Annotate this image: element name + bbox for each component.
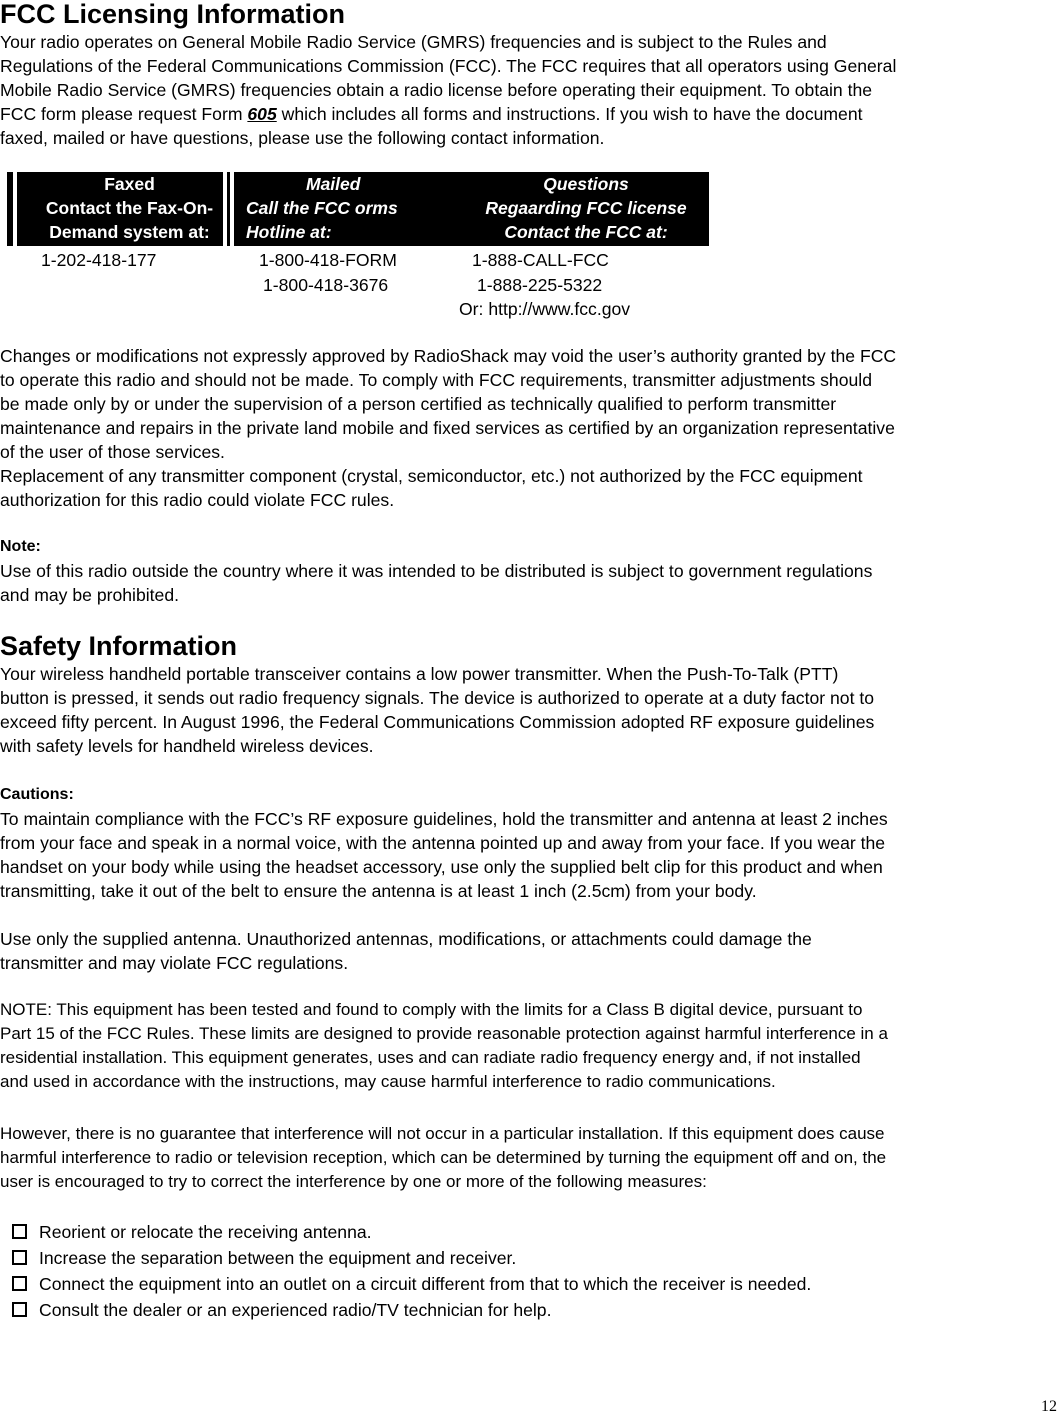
safety-intro-paragraph	[0, 662, 1061, 758]
changes-paragraph	[0, 344, 1061, 512]
safety-information-heading: Safety Information	[0, 631, 238, 661]
checkbox-icon	[12, 1276, 27, 1291]
list-item-text: Connect the equipment into an outlet on a circuit different from that to which the receiver is needed.	[39, 1274, 812, 1294]
text-line: Regulations of the Federal Communications Commission (FCC). The FCC requires that all operators using General	[0, 56, 897, 76]
mail-number: 1-800-418-3676	[263, 275, 389, 295]
faxed-header-title: Faxed	[104, 174, 155, 194]
text-line: button is pressed, it sends out radio frequency signals. The device is authorized to operate at a duty factor not to	[0, 688, 875, 708]
antenna-paragraph	[0, 927, 1061, 975]
faxed-header-line: Contact the Fax-On-	[45, 198, 214, 218]
mailed-header	[246, 172, 442, 246]
questions-number: 1-888-225-5322	[477, 275, 603, 295]
text-line: transmitting, take it out of the belt to ensure the antenna is at least 1 inch (2.5cm) from your body.	[0, 881, 757, 901]
list-item-text: Consult the dealer or an experienced radio/TV technician for help.	[39, 1300, 552, 1320]
list-item	[12, 1271, 811, 1297]
note-paragraph	[0, 559, 1061, 607]
faxed-header-line: Demand system at:	[49, 222, 210, 242]
class-b-note-paragraph	[0, 998, 1061, 1094]
text-fragment: FCC form please request Form	[0, 104, 248, 124]
text-line: NOTE: This equipment has been tested and found to comply with the limits for a Class B digital device, pursuant to	[0, 1000, 863, 1019]
questions-header-line: Contact the FCC at:	[504, 222, 668, 242]
mailed-header-title: Mailed	[306, 174, 361, 194]
text-fragment: which includes all forms and instructions. If you wish to have the document	[276, 104, 863, 124]
text-line: handset on your body while using the headset accessory, use only the supplied belt clip for this product and when	[0, 857, 883, 877]
text-line: from your face and speak in a normal voice, with the antenna pointed up and away from your face. If you wear the	[0, 833, 886, 853]
checkbox-icon	[12, 1224, 27, 1239]
text-line: to operate this radio and should not be made. To comply with FCC requirements, transmitter adjustments should	[0, 370, 872, 390]
text-line: residential installation. This equipment generates, uses and can radiate radio frequency energy and, if not installed	[0, 1048, 861, 1067]
questions-header	[459, 172, 713, 246]
text-line: Changes or modifications not expressly approved by RadioShack may void the user’s authority granted by the FCC	[0, 346, 897, 366]
text-line: exceed fifty percent. In August 1996, the Federal Communications Commission adopted RF exposure guidelines	[0, 712, 875, 732]
text-line: Replacement of any transmitter component (crystal, semiconductor, etc.) not authorized by the FCC equipment	[0, 466, 863, 486]
text-line: Use of this radio outside the country where it was intended to be distributed is subject to government regulations	[0, 561, 873, 581]
text-line: Your wireless handheld portable transceiver contains a low power transmitter. When the Push-To-Talk (PTT)	[0, 664, 839, 684]
list-item	[12, 1297, 811, 1323]
text-line: be made only by or under the supervision of a person certified as technically qualified to perform transmitter	[0, 394, 837, 414]
header-divider	[13, 172, 17, 246]
cautions-label: Cautions:	[0, 786, 74, 803]
mail-number: 1-800-418-FORM	[259, 250, 397, 270]
text-line: and may be prohibited.	[0, 585, 179, 605]
fax-number: 1-202-418-177	[41, 250, 157, 270]
questions-number: 1-888-CALL-FCC	[472, 250, 609, 270]
questions-header-title: Questions	[543, 174, 629, 194]
checkbox-icon	[12, 1250, 27, 1265]
text-line: To maintain compliance with the FCC’s RF exposure guidelines, hold the transmitter and antenna at least 2 inches	[0, 809, 888, 829]
text-line	[0, 102, 1061, 126]
text-line: Mobile Radio Service (GMRS) frequencies obtain a radio license before operating their equipment. To obtain the	[0, 80, 873, 100]
text-line: harmful interference to radio or television reception, which can be determined by turning the equipment off and on, the	[0, 1148, 887, 1167]
checkbox-icon	[12, 1302, 27, 1317]
text-line: transmitter and may violate FCC regulations.	[0, 953, 349, 973]
text-line: and used in accordance with the instructions, may cause harmful interference to radio communications.	[0, 1072, 776, 1091]
text-line: authorization for this radio could violate FCC rules.	[0, 490, 395, 510]
fcc-intro-paragraph	[0, 30, 1061, 150]
header-divider	[223, 172, 227, 246]
text-line: faxed, mailed or have questions, please use the following contact information.	[0, 128, 605, 148]
list-item	[12, 1219, 811, 1245]
interference-measures-list	[12, 1219, 811, 1323]
text-line: Use only the supplied antenna. Unauthorized antennas, modifications, or attachments could damage the	[0, 929, 812, 949]
fcc-licensing-heading: FCC Licensing Information	[0, 0, 346, 29]
mailed-header-line: Hotline at:	[246, 222, 332, 242]
list-item	[12, 1245, 811, 1271]
text-line: with safety levels for handheld wireless devices.	[0, 736, 374, 756]
interference-paragraph	[0, 1122, 1061, 1194]
text-line: of the user of those services.	[0, 442, 225, 462]
form-605-link[interactable]: 605	[247, 104, 277, 124]
faxed-header	[27, 172, 232, 246]
text-line: Your radio operates on General Mobile Radio Service (GMRS) frequencies and is subject to the Rules and	[0, 32, 827, 52]
text-line: However, there is no guarantee that interference will not occur in a particular installation. If this equipment does cause	[0, 1124, 885, 1143]
questions-header-line: Regaarding FCC license	[485, 198, 687, 218]
text-line: user is encouraged to try to correct the interference by one or more of the following measures:	[0, 1172, 707, 1191]
contact-header-bar	[7, 172, 709, 246]
text-line: maintenance and repairs in the private land mobile and fixed services as certified by an organization representative	[0, 418, 895, 438]
text-line: Part 15 of the FCC Rules. These limits are designed to provide reasonable protection against harmful interference in a	[0, 1024, 888, 1043]
mailed-header-line: Call the FCC orms	[246, 198, 398, 218]
fcc-website-link[interactable]: Or: http://www.fcc.gov	[459, 299, 631, 319]
cautions-paragraph	[0, 807, 1061, 903]
list-item-text: Increase the separation between the equipment and receiver.	[39, 1248, 517, 1268]
note-label: Note:	[0, 538, 41, 555]
header-divider	[230, 172, 234, 246]
list-item-text: Reorient or relocate the receiving antenna.	[39, 1222, 372, 1242]
page-number: 12	[1041, 1398, 1057, 1415]
